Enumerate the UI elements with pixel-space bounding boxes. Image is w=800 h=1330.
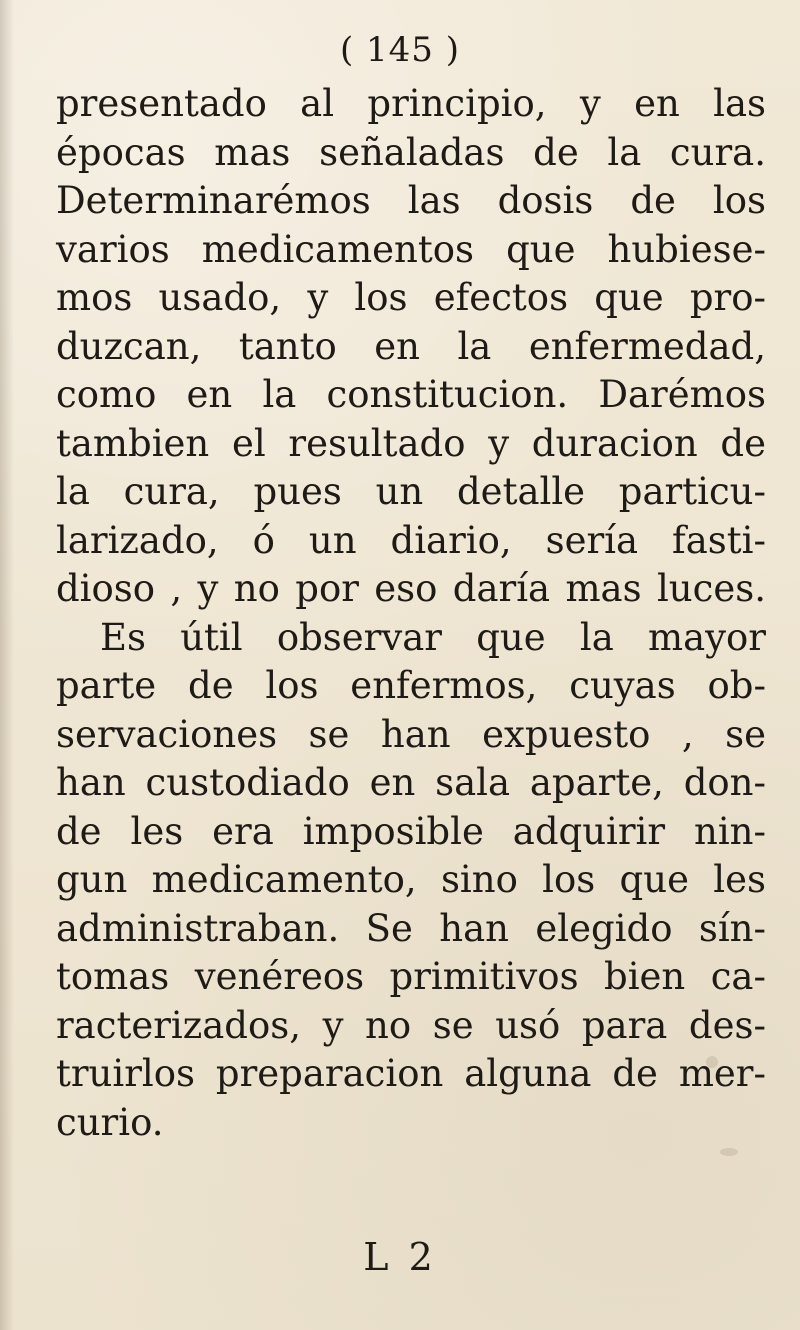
text-line: tambien el resultado y duracion de bbox=[56, 421, 766, 465]
text-line: tomas venéreos primitivos bien ca- bbox=[56, 955, 766, 998]
text-line: dioso , y no por eso daría mas luces. bbox=[56, 567, 766, 610]
text-line: administraban. Se han elegido sín- bbox=[56, 906, 766, 950]
text-line: la cura, pues un detalle particu- bbox=[56, 470, 766, 513]
text-line: parte de los enfermos, cuyas ob- bbox=[56, 664, 766, 707]
paragraph-start-line: Es útil observar que la mayor bbox=[100, 615, 766, 659]
text-line: servaciones se han expuesto , se bbox=[56, 712, 766, 756]
text-line: como en la constitucion. Darémos bbox=[56, 373, 766, 416]
page-edge-shadow bbox=[0, 0, 14, 1330]
text-line: gun medicamento, sino los que les bbox=[56, 858, 766, 901]
text-line: curio. bbox=[56, 1100, 164, 1144]
text-line: mos usado, y los efectos que pro- bbox=[56, 276, 766, 319]
text-line: Determinarémos las dosis de los bbox=[56, 179, 766, 222]
body-text bbox=[56, 80, 766, 1147]
text-line: truirlos preparacion alguna de mer- bbox=[56, 1052, 766, 1095]
text-line: de les era imposible adquirir nin- bbox=[56, 809, 766, 853]
text-line: presentado al principio, y en las bbox=[56, 82, 766, 125]
text-line: épocas mas señaladas de la cura. bbox=[56, 130, 766, 174]
paper-stain bbox=[720, 1148, 738, 1156]
page-number: ( 145 ) bbox=[339, 30, 461, 70]
signature-mark: L 2 bbox=[363, 1235, 437, 1279]
text-line: varios medicamentos que hubiese- bbox=[56, 227, 766, 271]
text-line: duzcan, tanto en la enfermedad, bbox=[56, 324, 766, 368]
text-line: larizado, ó un diario, sería fasti- bbox=[56, 518, 766, 562]
text-line: racterizados, y no se usó para des- bbox=[56, 1003, 766, 1047]
text-line: han custodiado en sala aparte, don- bbox=[56, 761, 766, 804]
